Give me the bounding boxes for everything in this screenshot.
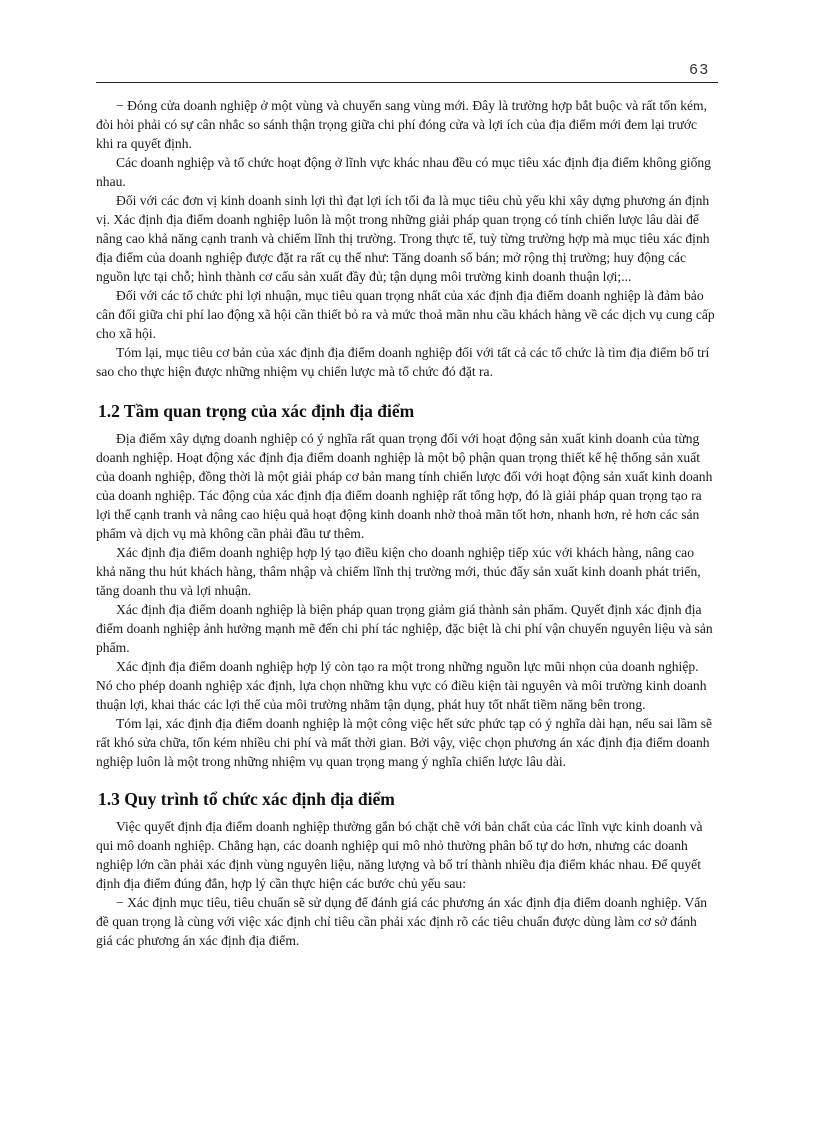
paragraph-cost-reduction: Xác định địa điểm doanh nghiệp là biện pháp quan trọng giảm giá thành sản phẩm. Quyết định xác định địa điểm doanh nghiệp ảnh hưởng mạnh mẽ đến chi phí tác nghiệp, đặc biệt là chi phí vận chuyển nguyên liệu và sản phẩm. xyxy=(96,602,713,655)
paragraph-nonprofit: Đối với các tổ chức phi lợi nhuận, mục tiêu quan trọng nhất của xác định địa điểm doanh nghiệp là đảm bảo cân đối giữa chi phí lao động xã hội cần thiết bỏ ra và mức thoả mãn nhu cầu khách hàng về các dịch vụ cung cấp cho xã hội. xyxy=(96,288,715,341)
paragraph-profit-units: Đối với các đơn vị kinh doanh sinh lợi thì đạt lợi ích tối đa là mục tiêu chủ yếu khi xây dựng phương án định vị. Xác định địa điểm doanh nghiệp luôn là một trong những giải pháp quan trọng có tính chiến lược lâu dài để nâng cao khả năng cạnh tranh và chiếm lĩnh thị trường. Trong thực tế, tuỳ từng trường hợp mà mục tiêu xác định địa điểm của doanh nghiệp được đặt ra rất cụ thể như: Tăng doanh số bán; mở rộng thị trường; huy động các nguồn lực tại chỗ; hình thành cơ cấu sản xuất đầy đủ; tận dụng môi trường kinh doanh thuận lợi;... xyxy=(96,193,710,284)
header-rule xyxy=(96,82,718,83)
document-body xyxy=(96,96,716,950)
paragraph-step-objectives: − Xác định mục tiêu, tiêu chuẩn sẽ sử dụng để đánh giá các phương án xác định địa điểm doanh nghiệp. Vấn đề quan trọng là cùng với việc xác định chỉ tiêu cần phải xác định rõ các tiêu chuẩn được dùng làm cơ sở đánh giá các phương án xác định địa điểm. xyxy=(96,895,708,948)
paragraph-closing-relocation: − Đóng cửa doanh nghiệp ở một vùng và chuyển sang vùng mới. Đây là trường hợp bắt buộc và rất tốn kém, đòi hỏi phải có sự cân nhắc so sánh thận trọng giữa chi phí đóng cửa và lợi ích của địa điểm mới đem lại trước khi ra quyết định. xyxy=(96,98,708,151)
paragraph-process-intro: Việc quyết định địa điểm doanh nghiệp thường gắn bó chặt chẽ với bản chất của các lĩnh vực kinh doanh và qui mô doanh nghiệp. Chẳng hạn, các doanh nghiệp qui mô nhỏ thường phân bố tự do hơn, nhưng các doanh nghiệp lớn cần phải xác định vùng nguyên liệu, năng lượng và bố trí thành nhiều địa điểm khác nhau. Để quyết định địa điểm đúng đắn, hợp lý cần thực hiện các bước chủ yếu sau: xyxy=(96,819,703,891)
page-number: 63 xyxy=(689,61,710,78)
paragraph-different-objectives: Các doanh nghiệp và tổ chức hoạt động ở lĩnh vực khác nhau đều có mục tiêu xác định địa điểm không giống nhau. xyxy=(96,155,711,189)
paragraph-key-resources: Xác định địa điểm doanh nghiệp hợp lý còn tạo ra một trong những nguồn lực mũi nhọn của doanh nghiệp. Nó cho phép doanh nghiệp xác định, lựa chọn những khu vực có điều kiện tài nguyên và môi trường kinh doanh thuận lợi, khai thác các lợi thế của môi trường nhằm tận dụng, phát huy tốt nhất tiềm năng bên trong. xyxy=(96,659,707,712)
paragraph-summary-objectives: Tóm lại, mục tiêu cơ bản của xác định địa điểm doanh nghiệp đối với tất cả các tổ chức là tìm địa điểm bố trí sao cho thực hiện được những nhiệm vụ chiến lược mà tổ chức đó đặt ra. xyxy=(96,345,710,379)
section-heading-1-3: 1.3 Quy trình tổ chức xác định địa điểm xyxy=(98,789,395,809)
paragraph-importance: Địa điểm xây dựng doanh nghiệp có ý nghĩa rất quan trọng đối với hoạt động sản xuất kinh doanh của từng doanh nghiệp. Hoạt động xác định địa điểm doanh nghiệp là một bộ phận quan trọng thiết kế hệ thống sản xuất của doanh nghiệp, đồng thời là một giải pháp cơ bản mang tính chiến lược đối với hoạt động sản xuất kinh doanh của doanh nghiệp. Tác động của xác định địa điểm doanh nghiệp rất tổng hợp, đó là giải pháp quan trọng tạo ra lợi thế cạnh tranh và nâng cao hiệu quả hoạt động kinh doanh nhờ thoả mãn tốt hơn, nhanh hơn, rẻ hơn các sản phẩm và dịch vụ mà không cần phải đầu tư thêm. xyxy=(96,431,713,541)
paragraph-summary-importance: Tóm lại, xác định địa điểm doanh nghiệp là một công việc hết sức phức tạp có ý nghĩa dài hạn, nếu sai lầm sẽ rất khó sửa chữa, tốn kém nhiều chi phí và mất thời gian. Bởi vậy, việc chọn phương án xác định địa điểm doanh nghiệp luôn là một trong những nhiệm vụ quan trọng mang ý nghĩa chiến lược lâu dài. xyxy=(96,716,713,769)
paragraph-customer-access: Xác định địa điểm doanh nghiệp hợp lý tạo điều kiện cho doanh nghiệp tiếp xúc với khách hàng, nâng cao khả năng thu hút khách hàng, thâm nhập và chiếm lĩnh thị trường mới, thúc đẩy sản xuất kinh doanh phát triển, tăng doanh thu và lợi nhuận. xyxy=(96,545,701,598)
section-heading-1-2: 1.2 Tầm quan trọng của xác định địa điểm xyxy=(98,401,415,421)
